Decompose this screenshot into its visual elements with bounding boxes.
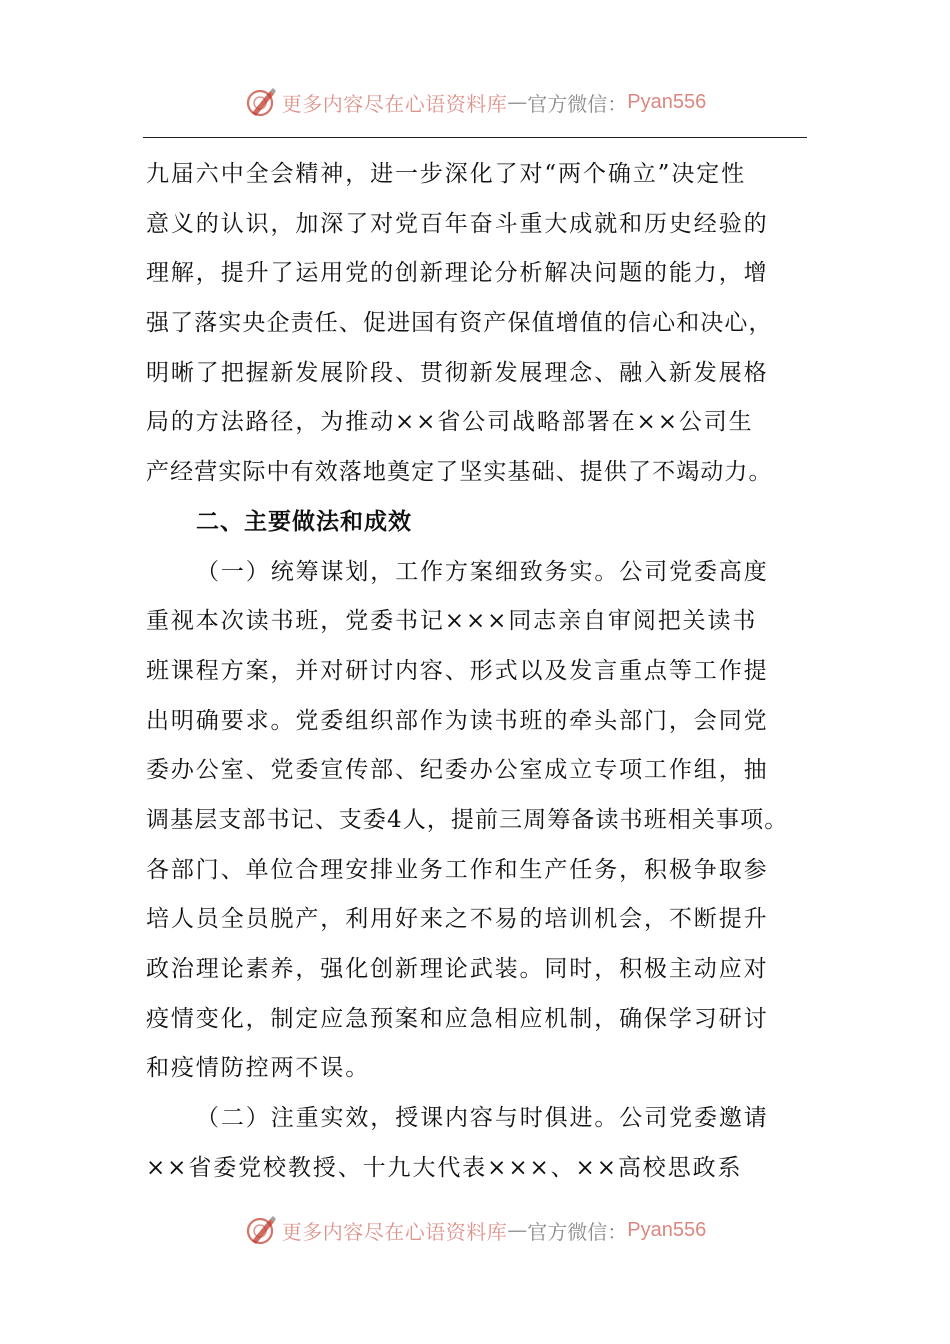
document-body <box>146 150 826 1193</box>
text-line: 班课程方案，并对研讨内容、形式以及发言重点等工作提 <box>146 657 769 684</box>
text-line: 意义的认识，加深了对党百年奋斗重大成就和历史经验的 <box>146 210 769 237</box>
text-line: 委办公室、党委宣传部、纪委办公室成立专项工作组，抽 <box>146 757 769 784</box>
banner-separator: — <box>507 1218 528 1242</box>
text-line: 九届六中全会精神，进一步深化了对“两个确立”决定性 <box>146 161 747 187</box>
header-rule <box>143 137 807 138</box>
pen-logo-icon <box>244 85 278 119</box>
text-line: 培人员全员脱产，利用好来之不易的培训机会，不断提升 <box>146 906 769 933</box>
footer-watermark-banner <box>0 1210 950 1250</box>
text-line: 和疫情防控两不误。 <box>146 1055 371 1082</box>
text-line: 各部门、单位合理安排业务工作和生产任务，积极争取参 <box>146 856 769 883</box>
text-line: 政治理论素养，强化创新理论武装。同时，积极主动应对 <box>146 956 769 982</box>
text-line: 局的方法路径，为推动××省公司战略部署在××公司生 <box>146 409 754 436</box>
banner-site-text: 更多内容尽在心语资料库 <box>281 91 508 116</box>
subsection-first-line: （一）统筹谋划，工作方案细致务实。公司党委高度 <box>196 558 769 585</box>
text-line: 产经营实际中有效落地奠定了坚实基础、提供了不竭动力。 <box>146 459 773 486</box>
text-line: 调基层支部书记、支委4人，提前三周筹备读书班相关事项。 <box>146 806 789 833</box>
text-line: 重视本次读书班，党委书记×××同志亲自审阅把关读书 <box>146 608 758 635</box>
text-line: ××省委党校教授、十九大代表×××、××高校思政系 <box>146 1154 743 1181</box>
section-heading: 二、主要做法和成效 <box>196 508 412 535</box>
banner-wechat-id: Pyan556 <box>627 1218 707 1241</box>
text-line: 出明确要求。党委组织部作为读书班的牵头部门，会同党 <box>146 707 769 734</box>
banner-site-text: 更多内容尽在心语资料库 <box>281 1219 508 1244</box>
banner-separator: — <box>507 90 528 114</box>
pen-logo-icon <box>244 1213 278 1247</box>
text-line: 强了落实央企责任、促进国有资产保值增值的信心和决心， <box>146 310 773 337</box>
text-line: 疫情变化，制定应急预案和应急相应机制，确保学习研讨 <box>146 1005 769 1032</box>
banner-wechat-id: Pyan556 <box>627 90 707 113</box>
text-line: 明晰了把握新发展阶段、贯彻新发展理念、融入新发展格 <box>146 359 769 386</box>
header-watermark-banner <box>0 82 950 122</box>
subsection-first-line: （二）注重实效，授课内容与时俱进。公司党委邀请 <box>196 1105 769 1132</box>
banner-wechat-label: 官方微信： <box>527 91 628 116</box>
text-line: 理解，提升了运用党的创新理论分析解决问题的能力，增 <box>146 260 769 287</box>
banner-wechat-label: 官方微信： <box>527 1219 628 1244</box>
